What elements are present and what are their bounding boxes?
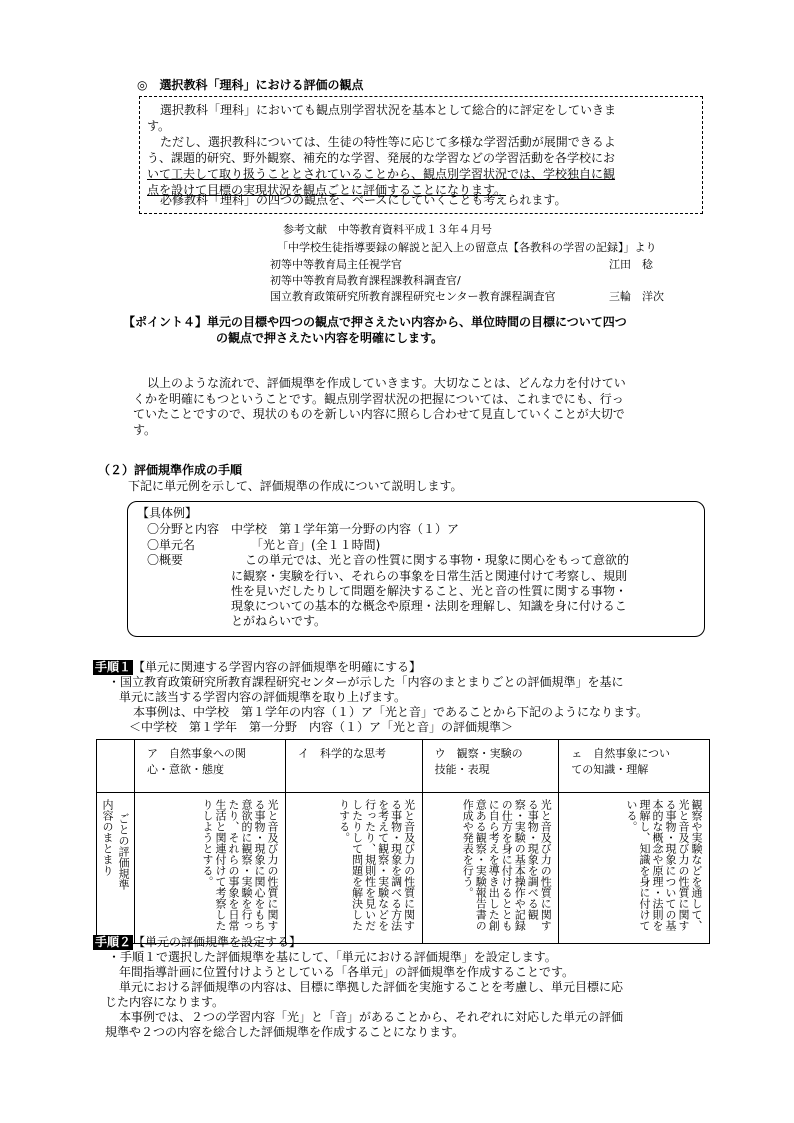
step1-line: ＜中学校 第１学年 第一分野 内容（１）ア「光と音」の評価規準＞	[129, 720, 514, 734]
table-cell: 光と音及び力の性質に関する事物・現象を調べる方法を考えて観察・実験などを行ったり、規則性を見いだしたりして問題を解決したりする。	[285, 793, 422, 944]
table-header: ア 自然事象への関 心・意欲・態度	[135, 740, 286, 793]
example-title: 【具体例】	[137, 506, 198, 520]
reference: 初等中等教育局教育課程課教科調査官/	[270, 274, 461, 287]
step1-line: ・国立教育政策研究所教育課程研究センターが示した「内容のまとまりごとの評価規準」を基に	[108, 675, 624, 689]
step2-line: 単元における評価規準の内容は、目標に準拠した評価を実施することを考慮し、単元目標に応	[119, 980, 624, 994]
row-label: 内容のまとまり ごとの評価規準	[97, 793, 135, 944]
section2-heading: （２）評価規準作成の手順	[98, 463, 243, 477]
table-corner	[97, 740, 135, 793]
table-cell: 光と音及び力の性質に関する事物・現象を調べる観察・実験の基本操作や記録の仕方を身に付けるとともに自ら考えを導き出した創意ある観察・実験報告書の作成や発表を行う。	[422, 793, 559, 944]
table-row	[97, 793, 710, 944]
criteria-table	[96, 739, 710, 944]
table-header-row	[97, 740, 710, 793]
step2-heading	[93, 935, 301, 950]
step-title: 【単元の評価規準を設定する】	[133, 935, 302, 949]
example-summary: この単元では、光と音の性質に関する事物・現象に関心をもって意欲的	[245, 553, 630, 567]
box-line: いて工夫して取り扱うこととされていることから、観点別学習状況では、学校独自に観	[147, 167, 616, 181]
box-line: す。	[147, 119, 171, 133]
table-cell: 観察や実験などを通して、光と音及び力の性質に関する事物・現象についての基本的な概念や原理・法則を理解し、知識を身に付けている。	[559, 793, 710, 944]
step1-heading	[93, 660, 421, 675]
point4-heading: 【ポイント４】単元の目標や四つの観点で押さえたい内容から、単位時間の目標について四つ	[123, 315, 627, 329]
table-header: イ 科学的な思考	[285, 740, 422, 793]
example-summary: 現象についての基本的な概念や原理・法則を理解し、知識を身に付けるこ	[231, 599, 627, 613]
step-tag: 手順１	[95, 660, 132, 674]
example-label: 〇概要	[147, 553, 184, 567]
section-heading: ◎ 選択教科「理科」における評価の観点	[137, 78, 364, 92]
table-cell: 光と音及び力の性質に関する事物・現象に関心をもち意欲的に観察・実験を行ったり、それらの事象を日常生活と関連付けて考察したりしようとする。	[135, 793, 286, 944]
intro-line: す。	[133, 423, 157, 437]
box-line: 必修教科「理科」の四つの観点を、ベースにしていくことも考えられます。	[160, 193, 567, 207]
intro-line: ていたことですので、現状のものを新しい内容に照らし合わせて見直していくことが大切で	[133, 407, 625, 421]
reference: 国立教育政策研究所教育課程研究センター教育課程調査官	[270, 290, 556, 303]
step2-line: 年間指導計画に位置付けようとしている「各単元」の評価規準を作成することです。	[119, 965, 575, 979]
step2-line: 規準や２つの内容を総合した評価規準を作成することになります。	[105, 1025, 465, 1039]
intro-line: 以上のような流れで、評価規準を作成していきます。大切なことは、どんな力を付けてい	[147, 376, 626, 390]
box-line: 選択教科「理科」においても観点別学習状況を基本として総合的に評定をしていきま	[160, 103, 617, 117]
reference-name: 三輪 洋次	[609, 290, 664, 303]
step2-line: 本事例では、２つの学習内容「光」と「音」があることから、それぞれに対応した単元の評価	[119, 1010, 624, 1024]
box-line: 点を設けて目標の実現状況を観点ごとに評価することになります。	[147, 183, 507, 197]
point4-heading-cont: の観点で押さえたい内容を明確にします。	[216, 331, 444, 345]
example-summary: とがねらいです。	[231, 614, 327, 628]
section2-sub: 下記に単元例を示して、評価規準の作成について説明します。	[128, 479, 463, 493]
table-header: ウ 観察・実験の 技能・表現	[422, 740, 559, 793]
example-value: 「光と音」(全１１時間)	[251, 538, 381, 552]
box-line: う、課題的研究、野外観察、補充的な学習、発展的な学習などの学習活動を各学校にお	[147, 151, 616, 165]
step1-line: 本事例は、中学校 第１学年の内容（１）ア「光と音」であることから下記のようになります。	[133, 705, 649, 719]
example-summary: 性を見いだしたりして問題を解決すること、光と音の性質に関する事物・	[231, 584, 628, 598]
step2-line: じた内容になります。	[105, 995, 225, 1009]
example-label: 〇単元名	[147, 538, 196, 552]
table-header: ェ 自然事象につい ての知識・理解	[559, 740, 710, 793]
reference: 「中学校生徒指導要録の解説と記入上の留意点【各教科の学習の記録】」より	[277, 241, 657, 254]
step2-line: ・手順１で選択した評価規準を基にして、「単元における評価規準」を設定します。	[108, 950, 557, 964]
reference: 初等中等教育局主任視学官	[270, 258, 402, 271]
step1-line: 単元に該当する学習内容の評価規準を取り上げます。	[119, 690, 407, 704]
reference-name: 江田 稔	[609, 258, 653, 271]
box-line: ただし、選択教科については、生徒の特性等に応じて多様な学習活動が展開できるよ	[160, 135, 616, 149]
reference: 参考文献 中等教育資料平成１３年４月号	[283, 223, 492, 236]
example-row: 〇分野と内容 中学校 第１学年第一分野の内容（１）ア	[147, 522, 460, 536]
intro-line: くかを明確にもつということです。観点別学習状況の把握については、これまでにも、行っ	[133, 392, 624, 406]
example-summary: に観察・実験を行い、それらの事象を日常生活と関連付けて考察し、規則	[231, 569, 628, 583]
step-title: 【単元に関連する学習内容の評価規準を明確にする】	[133, 660, 422, 674]
step-tag: 手順２	[95, 935, 132, 949]
